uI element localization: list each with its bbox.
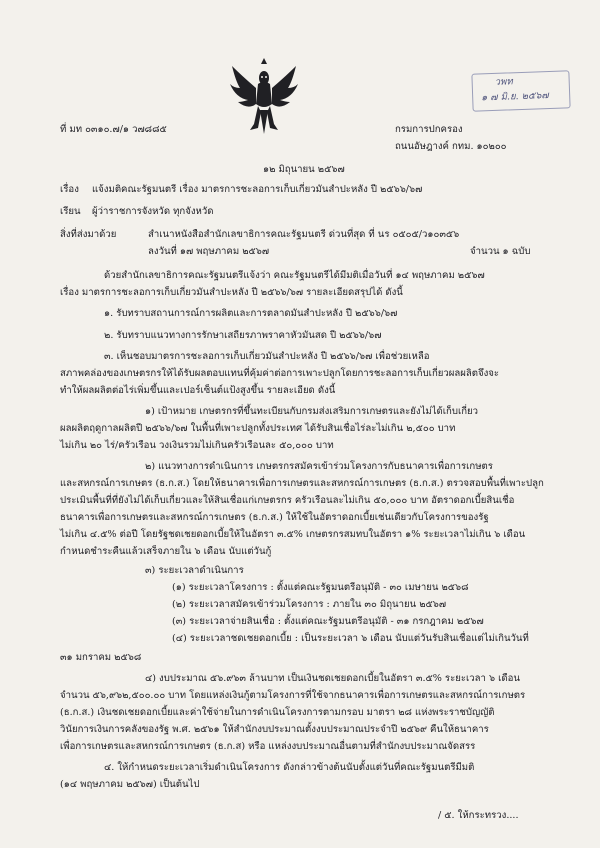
point-3-sub-4-line-2: ๓๑ มกราคม ๒๕๖๘ bbox=[60, 652, 142, 663]
point-1-line-1: ๑) เป้าหมาย เกษตรกรที่ขึ้นทะเบียนกับกรมส่งเสริมการเกษตรและยังไม่ได้เก็บเกี่ยว bbox=[145, 406, 479, 417]
point-1-line-3: ไม่เกิน ๒๐ ไร่/ครัวเรือน วงเงินรวมไม่เกินครัวเรือนละ ๕๐,๐๐๐ บาท bbox=[60, 440, 334, 451]
point-3-sub-4-line-1: (๔) ระยะเวลาชดเชยดอกเบี้ย : เป็นระยะเวลา ๖ เดือน นับแต่วันรับสินเชื่อแต่ไม่เกินวันที่ bbox=[172, 633, 529, 644]
item-4-line-1: ๔. ให้กำหนดระยะเวลาเริ่มดำเนินโครงการ ดังกล่าวข้างต้นนับตั้งแต่วันที่คณะรัฐมนตรีมีมติ bbox=[104, 762, 475, 773]
enclosure-label: สิ่งที่ส่งมาด้วย bbox=[60, 229, 117, 240]
enclosure-line-2: ลงวันที่ ๑๗ พฤษภาคม ๒๕๖๗ bbox=[148, 246, 270, 257]
point-3-sub-3: (๓) ระยะเวลาจ่ายสินเชื่อ : ตั้งแต่คณะรัฐมนตรีอนุมัติ - ๓๑ กรกฎาคม ๒๕๖๗ bbox=[172, 616, 484, 627]
subject-text: แจ้งมติคณะรัฐมนตรี เรื่อง มาตรการชะลอการเก็บเกี่ยวมันสำปะหลัง ปี ๒๕๖๖/๖๗ bbox=[92, 184, 423, 195]
intro-line-1: ด้วยสำนักเลขาธิการคณะรัฐมนตรีแจ้งว่า คณะรัฐมนตรีได้มีมติเมื่อวันที่ ๑๔ พฤษภาคม ๒๕๖๗ bbox=[104, 270, 485, 281]
intro-line-2: เรื่อง มาตรการชะลอการเก็บเกี่ยวมันสำปะหลัง ปี ๒๕๖๖/๖๗ รายละเอียดสรุปได้ ดังนี้ bbox=[60, 287, 403, 298]
point-2-line-1: ๒) แนวทางการดำเนินการ เกษตรกรสมัครเข้าร่วมโครงการกับธนาคารเพื่อการเกษตร bbox=[145, 461, 493, 472]
subject-label: เรื่อง bbox=[60, 184, 79, 195]
point-4-line-4: วินัยการเงินการคลังของรัฐ พ.ศ. ๒๕๖๑ ให้สำนักงบประมาณตั้งงบประมาณประจำปี ๒๕๖๙ คืนให้ธนาคาร bbox=[60, 724, 489, 735]
item-3-line-1: ๓. เห็นชอบมาตรการชะลอการเก็บเกี่ยวมันสำปะหลัง ปี ๒๕๖๖/๖๗ เพื่อช่วยเหลือ bbox=[104, 351, 430, 362]
stamp-line-1: วพท bbox=[494, 76, 513, 88]
point-4-line-3: (ธ.ก.ส.) เงินชดเชยดอกเบี้ยและค่าใช้จ่ายในการดำเนินโครงการตามกรอบ มาตรา ๒๘ แห่งพระราชบัญญัติ bbox=[60, 707, 495, 718]
point-2-line-6: กำหนดชำระคืนแล้วเสร็จภายใน ๖ เดือน นับแต่วันกู้ bbox=[60, 546, 272, 557]
point-3-sub-1: (๑) ระยะเวลาโครงการ : ตั้งแต่คณะรัฐมนตรีอนุมัติ - ๓๐ เมษายน ๒๕๖๘ bbox=[172, 582, 469, 593]
enclosure-line-1: สำเนาหนังสือสำนักเลขาธิการคณะรัฐมนตรี ด่วนที่สุด ที่ นร ๐๕๐๕/ว๑๐๓๕๖ bbox=[148, 229, 460, 240]
point-1-line-2: ผลผลิตฤดูกาลผลิตปี ๒๕๖๖/๖๗ ในพื้นที่เพาะปลูกทั้งประเทศ ได้รับสินเชื่อไร่ละไม่เกิน ๒,๕๐๐ บาท bbox=[60, 423, 456, 434]
garuda-emblem bbox=[228, 58, 300, 136]
point-2-line-5: ไม่เกิน ๔.๕% ต่อปี โดยรัฐชดเชยดอกเบี้ยให้ในอัตรา ๓.๕% เกษตรกรสมทบในอัตรา ๑% ระยะเวลาไม่เกิน ๖ เดือน bbox=[60, 529, 526, 540]
stamp-line-2: ๑ ๗ มิ.ย. ๒๕๖๗ bbox=[481, 90, 549, 104]
point-4-line-5: เพื่อการเกษตรและสหกรณ์การเกษตร (ธ.ก.ส) หรือ แหล่งงบประมาณอื่นตามที่สำนักงบประมาณจัดสรร bbox=[60, 741, 476, 752]
point-4-line-2: จำนวน ๕๖,๙๖๒,๕๐๐.๐๐ บาท โดยแหล่งเงินกู้ตามโครงการที่ใช้จากธนาคารเพื่อการเกษตรและสหกรณ์การเกษตร bbox=[60, 690, 526, 701]
receipt-stamp bbox=[471, 70, 570, 111]
point-2-line-4: ธนาคารเพื่อการเกษตรและสหกรณ์การเกษตร (ธ.ก.ส.) ให้ใช้ในอัตราดอกเบี้ยเช่นเดียวกับโครงการของรัฐ bbox=[60, 512, 489, 523]
point-3-sub-2: (๒) ระยะเวลาสมัครเข้าร่วมโครงการ : ภายใน ๓๐ มิถุนายน ๒๕๖๗ bbox=[172, 599, 447, 610]
item-3-line-3: ทำให้ผลผลิตต่อไร่เพิ่มขึ้นและเปอร์เซ็นต์แป้งสูงขึ้น รายละเอียด ดังนี้ bbox=[60, 385, 336, 396]
point-2-line-2: และสหกรณ์การเกษตร (ธ.ก.ส.) โดยให้ธนาคารเพื่อการเกษตรและสหกรณ์การเกษตร (ธ.ก.ส.) ตรวจสอบพื้นที่เพาะปลูก bbox=[60, 478, 544, 489]
to-label: เรียน bbox=[60, 206, 81, 217]
item-1: ๑. รับทราบสถานการณ์การผลิตและการตลาดมันสำปะหลัง ปี ๒๕๖๖/๖๗ bbox=[104, 308, 398, 319]
office-name: กรมการปกครอง bbox=[395, 124, 463, 135]
item-3-line-2: สภาพคล่องของเกษตรกรให้ได้รับผลตอบแทนที่คุ้มค่าต่อการเพาะปลูกโดยการชะลอการเก็บเกี่ยวผลผลิตจึงจะ bbox=[60, 368, 500, 379]
document-date: ๑๒ มิถุนายน ๒๕๖๗ bbox=[263, 164, 345, 175]
point-3-title: ๓) ระยะเวลาดำเนินการ bbox=[145, 565, 244, 576]
item-4-line-2: (๑๔ พฤษภาคม ๒๕๖๗) เป็นต้นไป bbox=[60, 779, 200, 790]
office-address: ถนนอัษฎางค์ กทม. ๑๐๒๐๐ bbox=[395, 141, 507, 152]
to-text: ผู้ว่าราชการจังหวัด ทุกจังหวัด bbox=[92, 206, 214, 217]
item-2: ๒. รับทราบแนวทางการรักษาเสถียรภาพราคาหัวมันสด ปี ๒๕๖๖/๖๗ bbox=[104, 330, 382, 341]
point-2-line-3: ประเมินพื้นที่ที่ยังไม่ได้เก็บเกี่ยวและให้สินเชื่อแก่เกษตรกร ครัวเรือนละไม่เกิน ๕๐,๐๐๐ บาท อัตราดอกเบี้ยสินเชื่อ bbox=[60, 495, 515, 506]
continuation-note: / ๕. ให้กระทรวง.... bbox=[438, 810, 519, 821]
point-4-line-1: ๔) งบประมาณ ๕๖.๙๖๓ ล้านบาท เป็นเงินชดเชยดอกเบี้ยในอัตรา ๓.๕% ระยะเวลา ๖ เดือน bbox=[145, 673, 520, 684]
doc-number: ที่ มท ๐๓๑๐.๗/๑ ว๗๘๘๕ bbox=[60, 124, 167, 135]
enclosure-count: จำนวน ๑ ฉบับ bbox=[470, 246, 531, 257]
